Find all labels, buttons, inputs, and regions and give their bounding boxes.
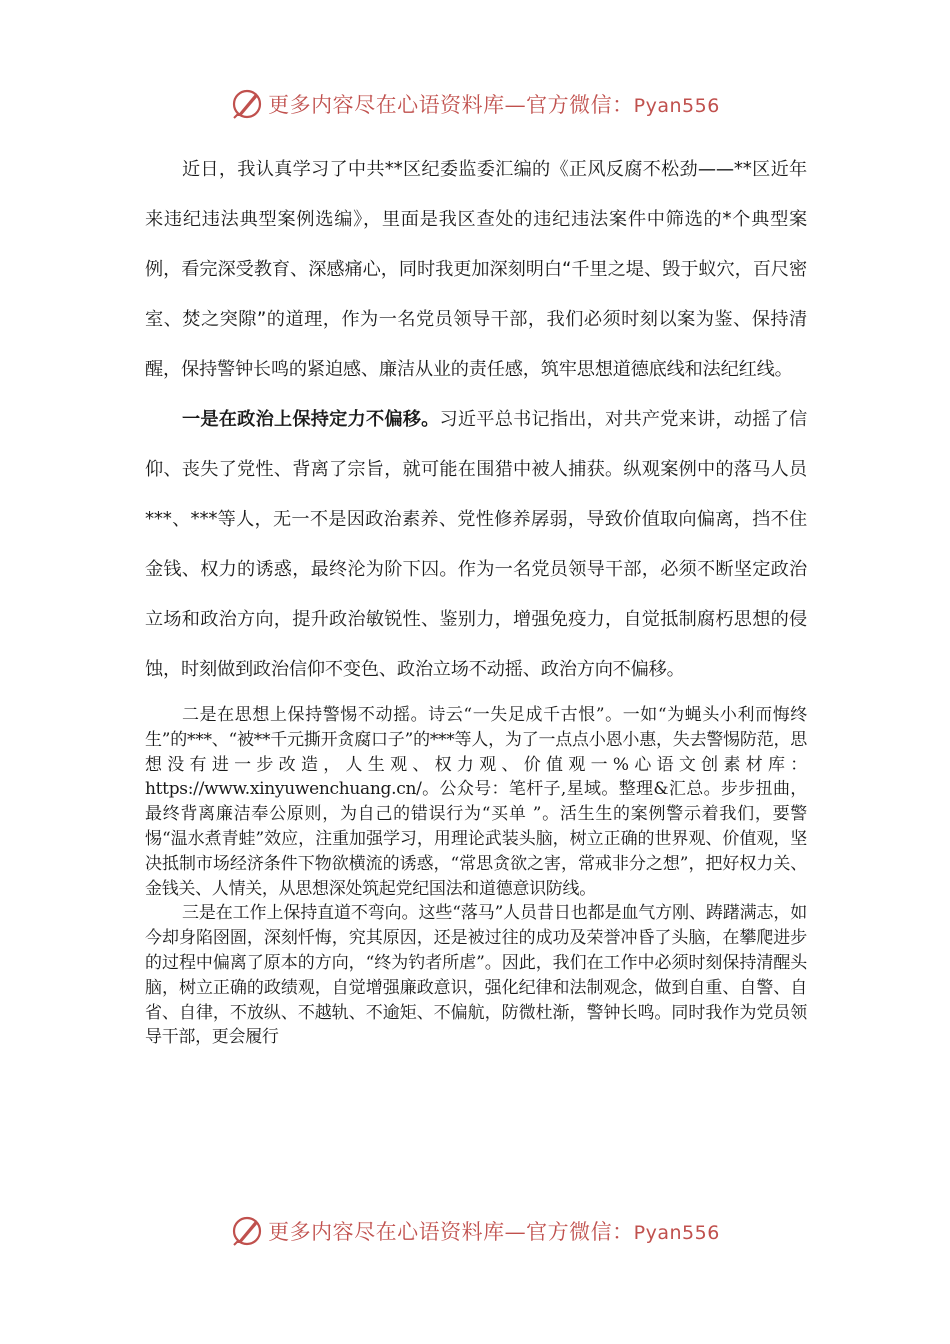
header-banner [0, 84, 950, 124]
banner-text: 更多内容尽在心语资料库—官方微信：Pyan556 [268, 1220, 720, 1244]
footer-banner [0, 1211, 950, 1251]
wechat-id: Pyan556 [633, 95, 720, 117]
point3-paragraph: 三是在工作上保持直道不弯向。这些“落马”人员昔日也都是血气方刚、踌躇满志，如今却身陷囹圄，深刻忏悔，究其原因，还是被过往的成功及荣誉冲昏了头脑，在攀爬进步的过程中偏离了原本的方向，“终为钓者所虐”。因此，我们在工作中必须时刻保持清醒头脑，树立正确的政绩观，自觉增强廉政意识，强化纪律和法制观念，做到自重、自警、自省、自律，不放纵、不越轨、不逾矩、不偏航，防微杜渐，警钟长鸣。同时我作为党员领导干部，更会履行 [145, 903, 807, 1048]
quill-logo-icon [230, 87, 264, 121]
point1-heading: 一是在政治上保持定力不偏移。 [182, 409, 440, 430]
wechat-id: Pyan556 [633, 1222, 720, 1244]
intro-paragraph: 近日，我认真学习了中共**区纪委监委汇编的《正风反腐不松劲——**区近年来违纪违法典型案例选编》，里面是我区查处的违纪违法案件中筛选的*个典型案例，看完深受教育、深感痛心，同时我更加深刻明白“千里之堤、毁于蚁穴，百尺密室、焚之突隙”的道理，作为一名党员领导干部，我们必须时刻以案为鉴、保持清醒，保持警钟长鸣的紧迫感、廉洁从业的责任感，筑牢思想道德底线和法纪红线。 [145, 159, 807, 380]
point1-paragraph [145, 395, 807, 695]
banner-text: 更多内容尽在心语资料库—官方微信：Pyan556 [268, 93, 720, 117]
point1-body: 习近平总书记指出，对共产党来讲，动摇了信仰、丧失了党性、背离了宗旨，就可能在围猎中被人捕获。纵观案例中的落马人员***、***等人，无一不是因政治素养、党性修养孱弱，导致价值取向偏离，挡不住金钱、权力的诱惑，最终沦为阶下囚。作为一名党员领导干部，必须不断坚定政治立场和政治方向，提升政治敏锐性、鉴别力，增强免疫力，自觉抵制腐朽思想的侵蚀，时刻做到政治信仰不变色、政治立场不动摇、政治方向不偏移。 [145, 409, 807, 680]
point2-paragraph: 二是在思想上保持警惕不动摇。诗云“一失足成千古恨”。一如“为蝇头小利而悔终生”的***、“被**千元撕开贪腐口子”的***等人，为了一点点小恩小惠，失去警惕防范，思想没有进一步改造，人生观、权力观、价值观一%心语文创素材库：https://www.xinyuwenchuang.cn/。公众号：笔杆子,星域。整理&汇总。步步扭曲，最终背离廉洁奉公原则，为自己的错误行为“买单 ”。活生生的案例警示着我们，要警惕“温水煮青蛙”效应，注重加强学习，用理论武装头脑，树立正确的世界观、价值观，坚决抵制市场经济条件下物欲横流的诱惑，“常思贪欲之害，常戒非分之想”，把好权力关、金钱关、人情关，从思想深处筑起党纪国法和道德意识防线。 [145, 705, 807, 899]
document-body [145, 145, 807, 1050]
quill-logo-icon [230, 1214, 264, 1248]
